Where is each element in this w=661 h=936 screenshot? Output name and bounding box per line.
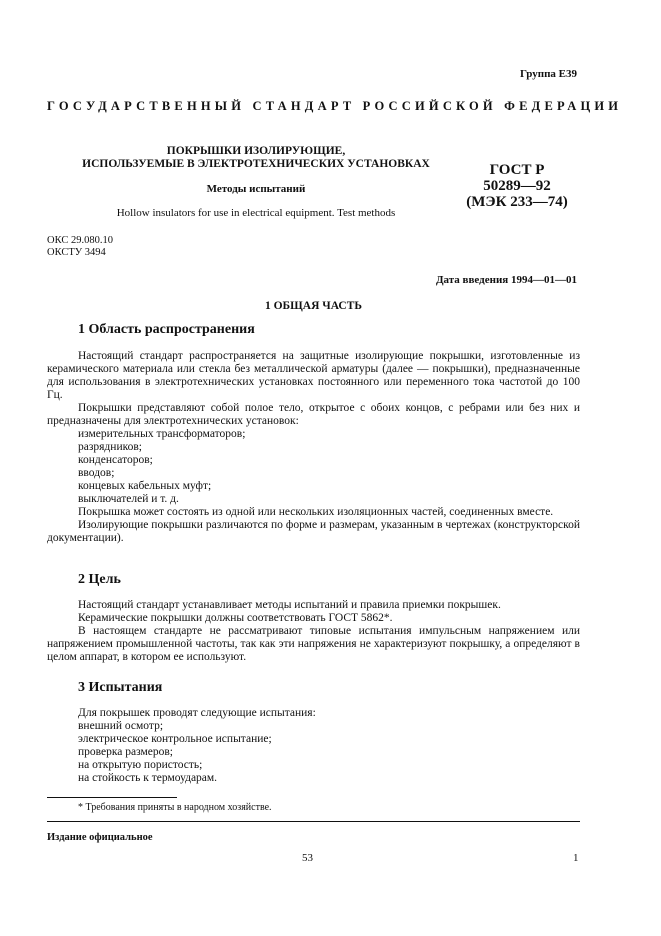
list-item: разрядников; [78,441,142,453]
footnote-divider [47,797,177,798]
paragraph: Покрышка может состоять из одной или нескольких изоляционных частей, соединенных вместе. [78,506,554,518]
paragraph: Покрышки представляют собой полое тело, открытое с обоих концов, с ребрами или без них и предназначены для электротехнических установок: [47,402,580,427]
introduction-date: Дата введения 1994—01—01 [435,274,577,286]
list-item: проверка размеров; [78,746,174,758]
list-item: на стойкость к термоударам. [78,772,218,784]
gost-designation [452,162,582,210]
list-item: внешний осмотр; [78,720,164,732]
methods-subtitle: Методы испытаний [206,183,306,195]
edition-divider [47,821,580,822]
paragraph: Настоящий стандарт устанавливает методы испытаний и правила приемки покрышек. [78,599,501,611]
part-title: 1 ОБЩАЯ ЧАСТЬ [264,300,363,312]
list-item: измерительных трансформаторов; [78,428,246,440]
paragraph: Для покрышек проводят следующие испытания: [78,707,316,719]
list-item: на открытую пористость; [78,759,203,771]
paragraph: Настоящий стандарт распространяется на защитные изолирующие покрышки, изготовленные из керамического материала или стекла без металлической арматуры (далее — покрышки), предназначенные для использования в электротехнических установках постоянного или переменного тока частотой до 100 Гц. [47,350,580,401]
english-title: Hollow insulators for use in electrical equipment. Test methods [116,207,396,219]
paragraph: Керамические покрышки должны соответствовать ГОСТ 5862*. [78,612,393,624]
list-item: конденсаторов; [78,454,153,466]
section-2-heading: 2 Цель [78,572,121,587]
section-1-body [47,350,580,545]
gost-number: 50289—92 [483,178,551,194]
title-line-2: ИСПОЛЬЗУЕМЫЕ В ЭЛЕКТРОТЕХНИЧЕСКИХ УСТАНОВКАХ [82,158,430,170]
section-3-heading: 3 Испытания [78,680,163,695]
state-standard-heading: ГОСУДАРСТВЕННЫЙ СТАНДАРТ РОССИЙСКОЙ ФЕДЕРАЦИИ [47,99,623,113]
edition-label: Издание официальное [47,832,153,843]
document-title [47,145,465,171]
page-number: 53 [302,852,313,864]
section-2-body [47,599,580,664]
list-item: электрическое контрольное испытание; [78,733,272,745]
title-line-1: ПОКРЫШКИ ИЗОЛИРУЮЩИЕ, [166,145,346,157]
gost-line-1: ГОСТ Р [489,162,545,178]
oksty-code: ОКСТУ 3494 [47,246,106,258]
classification-codes [47,235,113,258]
section-1-heading: 1 Область распространения [78,322,255,337]
oks-code: ОКС 29.080.10 [47,235,113,246]
list-item: концевых кабельных муфт; [78,480,212,492]
sheet-number: 1 [573,852,579,864]
list-item: выключателей и т. д. [78,493,179,505]
paragraph: В настоящем стандарте не рассматривают типовые испытания импульсным напряжением или напряжением промышленной частоты, так как эти напряжения не характеризуют покрышку, а определяют в целом аппарат, в котором ее используют. [47,625,580,663]
section-3-body [47,707,580,785]
list-item: вводов; [78,467,115,479]
group-code: Группа Е39 [519,68,577,80]
footnote: * Требования приняты в народном хозяйстве. [78,802,272,813]
iec-number: (МЭК 233—74) [466,194,568,210]
paragraph: Изолирующие покрышки различаются по форме и размерам, указанным в чертежах (конструкторской документации). [47,519,580,544]
